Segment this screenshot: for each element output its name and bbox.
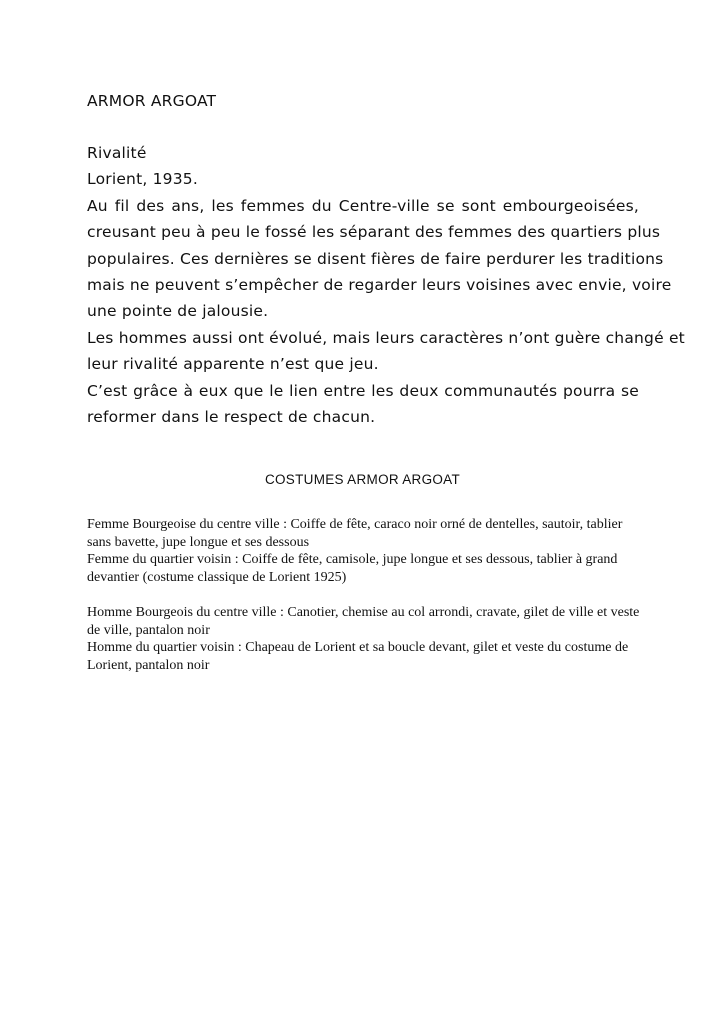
paragraph-line: C’est grâce à eux que le lien entre les deux communautés pourra se — [87, 381, 639, 400]
paragraph-line: creusant peu à peu le fossé les séparant des femmes des quartiers plus — [87, 223, 661, 242]
paragraph-line: reformer dans le respect de chacun. — [87, 408, 376, 427]
rivalite-section — [87, 140, 685, 430]
costumes-title: COSTUMES ARMOR ARGOAT — [264, 472, 461, 487]
spacer — [87, 586, 647, 604]
costume-entry-woman-quartier: Femme du quartier voisin : Coiffe de fête, camisole, jupe longue et ses dessous, tablier à grand devantier (costume classique de Lorient 1925) — [87, 552, 618, 585]
rivalite-heading: Rivalité — [87, 144, 147, 162]
paragraph-line: mais ne peuvent s’empêcher de regarder leurs voisines avec envie, voire — [87, 276, 672, 295]
costume-entry-man-bourgeois: Homme Bourgeois du centre ville : Canotier, chemise au col arrondi, cravate, gilet de ville et veste de ville, pantalon noir — [87, 604, 640, 638]
costume-entry-woman-bourgeoise: Femme Bourgeoise du centre ville : Coiffe de fête, caraco noir orné de dentelles, sautoir, tablier sans bavette, jupe longue et ses dessous — [87, 517, 623, 550]
paragraph-line: populaires. Ces dernières se disent fières de faire perdurer les traditions — [87, 249, 664, 268]
paragraph-line: leur rivalité apparente n’est que jeu. — [87, 355, 379, 374]
document-title: ARMOR ARGOAT — [87, 92, 217, 110]
paragraph-line: une pointe de jalousie. — [87, 302, 269, 321]
costumes-list — [87, 516, 647, 674]
paragraph-line: Les hommes aussi ont évolué, mais leurs caractères n’ont guère changé et — [87, 328, 685, 347]
place-date: Lorient, 1935. — [87, 170, 198, 189]
paragraph-line: Au fil des ans, les femmes du Centre-ville se sont embourgeoisées, — [87, 196, 639, 215]
costume-entry-man-quartier: Homme du quartier voisin : Chapeau de Lorient et sa boucle devant, gilet et veste du costume de Lorient, pantalon noir — [87, 640, 629, 673]
